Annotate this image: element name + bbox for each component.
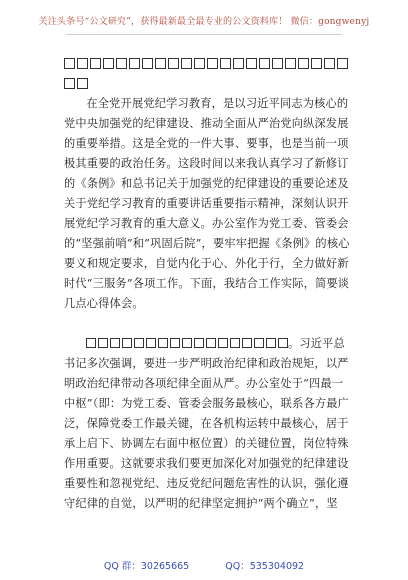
placeholder-box [129, 58, 140, 69]
placeholder-box [77, 58, 88, 69]
placeholder-box [259, 58, 270, 69]
placeholder-box [311, 58, 322, 69]
placeholder-box [86, 338, 96, 348]
placeholder-box [158, 338, 168, 348]
placeholder-box [337, 58, 348, 69]
placeholder-box [218, 338, 228, 348]
footer-qq: QQ：535304092 [225, 561, 305, 572]
placeholder-box [206, 338, 216, 348]
placeholder-box [170, 338, 180, 348]
placeholder-box [194, 58, 205, 69]
placeholder-box [64, 58, 75, 69]
placeholder-box [298, 58, 309, 69]
header-divider [66, 34, 342, 35]
placeholder-box [285, 58, 296, 69]
paragraph-2 [64, 334, 350, 514]
placeholder-box [116, 58, 127, 69]
footer-qq-group: QQ 群：30265665 [103, 561, 190, 572]
placeholder-box [266, 338, 276, 348]
placeholder-box [278, 338, 288, 348]
title-placeholder-row-1 [64, 58, 354, 72]
heading-placeholder-boxes [86, 338, 288, 348]
placeholder-box [233, 58, 244, 69]
paragraph-1: 在全党开展党纪学习教育，是以习近平同志为核心的党中央加强党的纪律建设、推动全面从严治党向纵深发展的重要举措。这是全党的一件大事、要事，也是当前一项极其重要的政治任务。这段时间以来我认真学习了新修订的《条例》和总书记关于加强党的纪律建设的重要论述及关于党纪学习教育的重要讲话重要指示精神，深刻认识开展党纪学习教育的重大意义。办公室作为党工委、管委会的“坚强前哨”和“巩固后院”，要牢牢把握《条例》的核心要义和规定要求，自觉内化于心、外化于行，全力做好新时代“三服务”各项工作。下面，我结合工作实际，简要谈几点心得体会。 [64, 97, 350, 310]
placeholder-box [246, 58, 257, 69]
placeholder-box [90, 58, 101, 69]
placeholder-box [98, 338, 108, 348]
document-body [64, 94, 350, 514]
placeholder-box [182, 338, 192, 348]
placeholder-box [181, 58, 192, 69]
placeholder-box [142, 58, 153, 69]
placeholder-box [134, 338, 144, 348]
placeholder-box [194, 338, 204, 348]
title-placeholder-row-2 [64, 78, 354, 92]
placeholder-box [168, 58, 179, 69]
footer-contact [0, 558, 408, 572]
placeholder-box [64, 78, 75, 89]
placeholder-box [155, 58, 166, 69]
placeholder-box [220, 58, 231, 69]
placeholder-box [146, 338, 156, 348]
paragraph-2-text: 。习近平总书记多次强调，要进一步严明政治纪律和政治规矩，以严明政治纪律带动各项纪律全面从严。办公室处于“四最一中枢”（即：为党工委、管委会服务最核心，联系各方最广泛，保障党委工作最关键，在各机构运转中最核心，居于承上启下、协调左右面中枢位置）的关键位置，岗位特殊作用重要。这就要求我们要更加深化对加强党的纪律建设重要性和忽视党纪、违反党纪问题危害性的认识，强化遵守纪律的自觉，以严明的纪律坚定拥护“两个确立”，坚 [64, 337, 350, 510]
placeholder-box [324, 58, 335, 69]
placeholder-box [77, 78, 88, 89]
placeholder-box [207, 58, 218, 69]
placeholder-box [122, 338, 132, 348]
header-banner: 关注头条号“公文研究”，获得最新最全最专业的公文资料库！ 微信：gongwenyj [38, 17, 370, 27]
placeholder-box [272, 58, 283, 69]
placeholder-box [254, 338, 264, 348]
placeholder-box [103, 58, 114, 69]
placeholder-box [110, 338, 120, 348]
placeholder-box [242, 338, 252, 348]
placeholder-box [230, 338, 240, 348]
